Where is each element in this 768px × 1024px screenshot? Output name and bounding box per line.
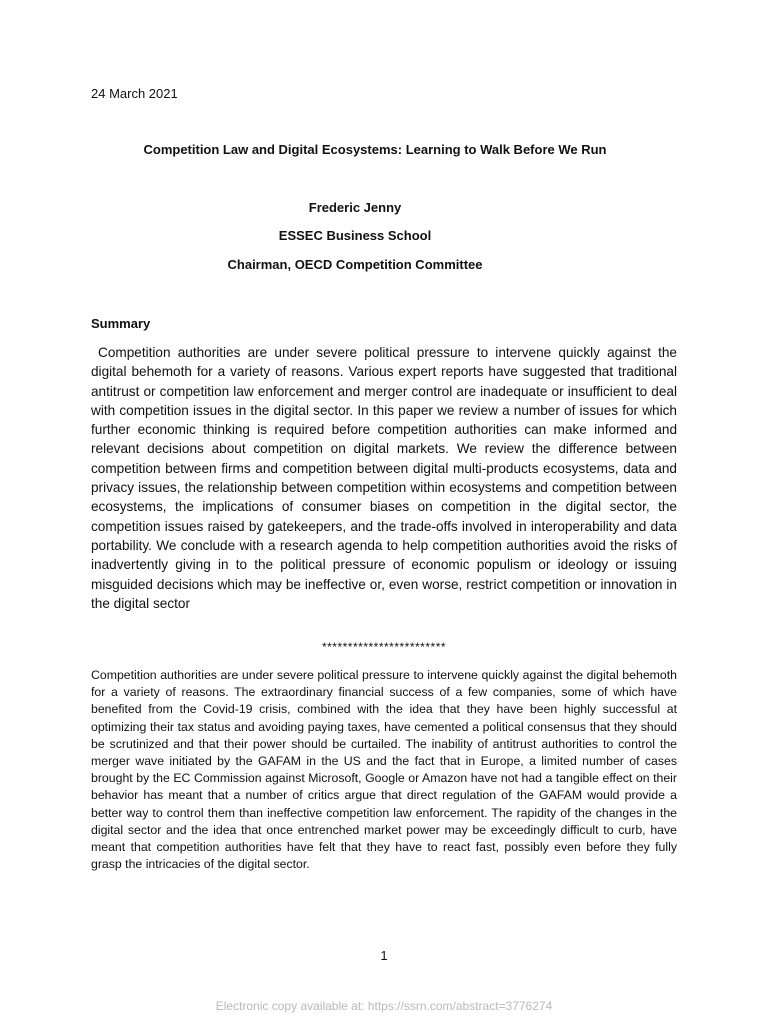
summary-text: Competition authorities are under severe political pressure to intervene quickly against the digital behemoth for a variety of reasons. Various expert reports have suggested that traditional antitrust or competition law enforcement and merger control are inadequate or insufficient to deal with competition issues in the digital sector. In this paper we review a number of issues for which further economic thinking is required before competition authorities can make informed and relevant decisions about competition on digital markets. We review the difference between competition between firms and competition between digital multi-products ecosystems, data and privacy issues, the relationship between competition within ecosystems and competition between ecosystems, the implications of consumer biases on competition in the digital sector, the competition issues raised by gatekeepers, and the trade-offs involved in interoperability and data portability. We conclude with a research agenda to help competition authorities avoid the risks of inadvertently giving in to the political pressure of economic populism or ideology or issuing misguided decisions which may be ineffective or, even worse, restrict competition or innovation in the digital sector: [91, 345, 677, 611]
author-affiliation: ESSEC Business School: [278, 228, 432, 243]
paper-title: Competition Law and Digital Ecosystems: Learning to Walk Before We Run: [143, 142, 607, 157]
summary-heading: Summary: [91, 316, 151, 331]
body-paragraph: Competition authorities are under severe political pressure to intervene quickly against the digital behemoth for a variety of reasons. The extraordinary financial success of a few companies, some of which have benefited from the Covid-19 crisis, combined with the idea that they have been highly successful at optimizing their tax status and avoiding paying taxes, have cemented a political consensus that they should be scrutinized and that their power should be curtailed. The inability of antitrust authorities to control the merger wave initiated by the GAFAM in the US and the fact that in Europe, a limited number of cases brought by the EC Commission against Microsoft, Google or Amazon have not had a tangible effect on their behavior has meant that a number of critics argue that direct regulation of the GAFAM would provide a better way to control them than ineffective competition law enforcement. The rapidity of the changes in the digital sector and the idea that once entrenched market power may be exceedingly difficult to curb, have meant that competition authorities have felt that they have to react fast, possibly even before they fully grasp the intricacies of the digital sector.: [91, 668, 677, 872]
author-role: Chairman, OECD Competition Committee: [227, 257, 483, 272]
document-date: 24 March 2021: [91, 86, 178, 101]
author-name: Frederic Jenny: [308, 200, 402, 215]
page-number: 1: [380, 948, 388, 963]
section-separator: ************************: [321, 640, 447, 654]
summary-abstract: [91, 343, 677, 613]
ssrn-footer: Electronic copy available at: https://ssrn.com/abstract=3776274: [215, 999, 553, 1013]
